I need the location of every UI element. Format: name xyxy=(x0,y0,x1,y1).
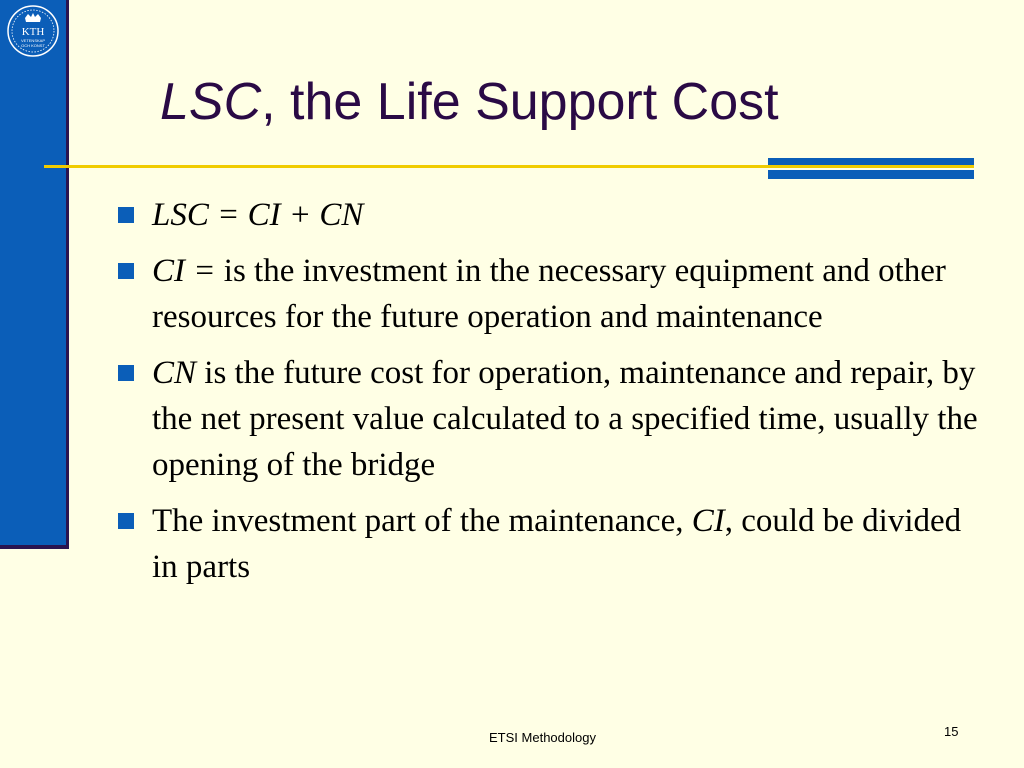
bullet-italic-mid: CI xyxy=(691,503,725,539)
bullet-item xyxy=(110,192,980,238)
logo-subtext-2: OCH KONST xyxy=(21,43,45,48)
footer-text: ETSI Methodology xyxy=(489,730,596,745)
side-bar xyxy=(0,0,68,545)
title-rule-accent-bottom xyxy=(768,170,974,179)
slide-title-italic: LSC xyxy=(160,73,262,131)
slide-title xyxy=(160,62,990,142)
bullet-text-before: The investment part of the maintenance, xyxy=(152,503,692,539)
bullet-text-after: , could be divided in parts xyxy=(152,503,962,585)
title-rule-accent-middle xyxy=(768,165,974,168)
side-bar-edge xyxy=(66,0,69,549)
side-bar-shadow xyxy=(0,545,69,549)
slide-title-rest: , the Life Support Cost xyxy=(261,73,779,131)
square-bullet-icon xyxy=(118,513,134,529)
title-rule-accent-top xyxy=(768,158,974,165)
bullet-text: is the future cost for operation, maintenance and repair, by the net present value calculated to a specified time, usually the opening of the bridge xyxy=(152,355,978,483)
bullet-list xyxy=(110,192,980,600)
bullet-italic-lead: LSC = CI + CN xyxy=(152,197,364,233)
square-bullet-icon xyxy=(118,365,134,381)
logo-subtext-1: VETENSKAP xyxy=(20,38,46,43)
bullet-italic-lead: CN xyxy=(152,355,197,391)
page-number: 15 xyxy=(944,724,959,739)
bullet-italic-lead: CI = xyxy=(152,253,216,289)
bullet-item xyxy=(110,498,980,590)
kth-logo-icon xyxy=(6,4,60,58)
bullet-text: is the investment in the necessary equipment and other resources for the future operation and maintenance xyxy=(152,253,946,335)
bullet-item xyxy=(110,350,980,488)
bullet-item xyxy=(110,248,980,340)
title-rule xyxy=(44,165,770,168)
square-bullet-icon xyxy=(118,207,134,223)
square-bullet-icon xyxy=(118,263,134,279)
logo-text: KTH xyxy=(21,26,45,38)
